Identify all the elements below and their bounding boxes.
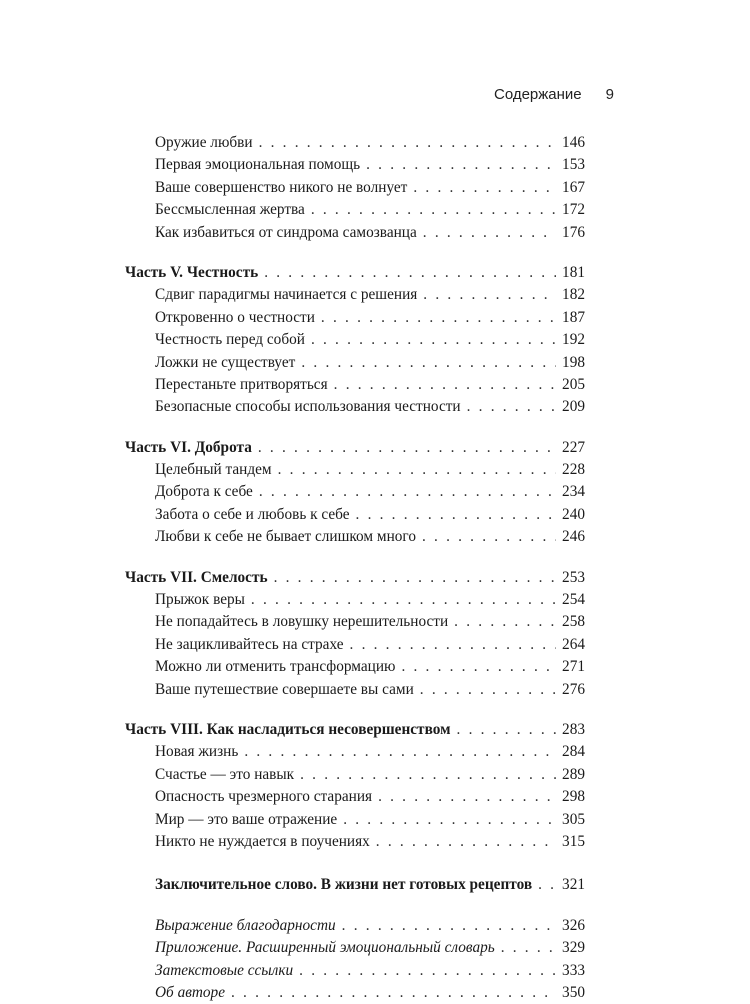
toc-entry-page: 228	[562, 461, 585, 479]
toc-entry[interactable]	[125, 741, 585, 763]
dot-leader	[343, 809, 556, 831]
dot-leader	[420, 679, 556, 701]
toc-part-heading[interactable]	[125, 567, 585, 589]
toc-entry[interactable]	[125, 459, 585, 481]
toc-part-page: 283	[562, 720, 585, 738]
toc-part-page: 253	[562, 568, 585, 586]
toc-entry-title: Любви к себе не бывает слишком много	[155, 528, 416, 546]
toc-entry-page: 289	[562, 765, 585, 783]
toc-part-title: Часть V. Честность	[125, 263, 259, 281]
toc-entry[interactable]	[125, 831, 585, 853]
toc-back-entry-title: Об авторе	[155, 983, 225, 1001]
dot-leader	[264, 262, 556, 284]
toc-entry-page: 305	[562, 810, 585, 828]
dot-leader	[259, 132, 556, 154]
toc-top-section	[125, 132, 585, 244]
toc-entry-page: 187	[562, 308, 585, 326]
toc-entry[interactable]	[125, 504, 585, 526]
dot-leader	[366, 154, 556, 176]
toc-part-title: Часть VIII. Как насладиться несовершенством	[125, 720, 451, 738]
toc-entry-title: Безопасные способы использования честности	[155, 398, 461, 416]
toc-entry[interactable]	[125, 199, 585, 221]
dot-leader	[422, 526, 556, 548]
toc-entry[interactable]	[125, 481, 585, 503]
toc-conclusion-page: 321	[562, 876, 585, 894]
toc-entry[interactable]	[125, 307, 585, 329]
toc-part-6	[125, 437, 585, 549]
dot-leader	[274, 567, 556, 589]
toc-entry-title: Как избавиться от синдрома самозванца	[155, 223, 417, 241]
toc-entry[interactable]	[125, 679, 585, 701]
toc-entry-page: 172	[562, 201, 585, 219]
toc-part-page: 181	[562, 263, 585, 281]
toc-entry-title: Первая эмоциональная помощь	[155, 156, 361, 174]
toc-entry[interactable]	[125, 177, 585, 199]
dot-leader	[413, 177, 556, 199]
toc-entry-title: Оружие любви	[155, 134, 253, 151]
toc-entry-page: 153	[562, 156, 585, 174]
dot-leader	[401, 656, 556, 678]
toc-back-entry-title: Затекстовые ссылки	[155, 961, 294, 979]
toc-part-5	[125, 262, 585, 419]
toc-entry-page: 167	[562, 178, 585, 196]
running-head-title: Содержание	[493, 86, 582, 103]
dot-leader	[538, 874, 556, 896]
dot-leader	[251, 589, 556, 611]
dot-leader	[334, 374, 556, 396]
toc-entry[interactable]	[125, 374, 585, 396]
toc-entry-title: Забота о себе и любовь к себе	[155, 505, 350, 523]
toc-entry-title: Целебный тандем	[155, 461, 272, 479]
toc-entry-title: Не попадайтесь в ловушку нерешительности	[155, 613, 449, 631]
toc-entry[interactable]	[125, 329, 585, 351]
toc-back-entry[interactable]	[125, 960, 585, 982]
toc-entry-title: Ваше путешествие совершаете вы сами	[155, 680, 414, 698]
toc-part-heading[interactable]	[125, 719, 585, 741]
dot-leader	[311, 199, 556, 221]
dot-leader	[300, 764, 556, 786]
toc-entry-page: 198	[562, 353, 585, 371]
toc-entry[interactable]	[125, 786, 585, 808]
toc-back-matter	[125, 915, 585, 1004]
toc-part-7	[125, 567, 585, 701]
dot-leader	[321, 307, 556, 329]
toc-entry[interactable]	[125, 809, 585, 831]
dot-leader	[342, 915, 556, 937]
toc-entry-title: Честность перед собой	[155, 331, 305, 349]
toc-back-entry-page: 350	[562, 983, 585, 1001]
dot-leader	[311, 329, 556, 351]
toc-entry-title: Бессмысленная жертва	[155, 201, 305, 219]
dot-leader	[356, 504, 557, 526]
dot-leader	[457, 719, 557, 741]
toc-conclusion	[125, 874, 585, 896]
toc-entry-page: 276	[562, 680, 585, 698]
toc-entry-title: Никто не нуждается в поучениях	[155, 832, 370, 850]
toc-entry-title: Ложки не существует	[155, 353, 296, 371]
dot-leader	[258, 437, 556, 459]
toc-entry[interactable]	[125, 352, 585, 374]
toc-entry[interactable]	[125, 611, 585, 633]
toc-entry-title: Сдвиг парадигмы начинается с решения	[155, 286, 418, 304]
toc-entry-page: 209	[562, 398, 585, 416]
toc-back-entry[interactable]	[125, 937, 585, 959]
toc-back-entry[interactable]	[125, 915, 585, 937]
toc-entry[interactable]	[125, 526, 585, 548]
toc-entry-page: 298	[562, 788, 585, 806]
dot-leader	[278, 459, 556, 481]
toc-back-entry-page: 329	[562, 939, 585, 957]
toc-entry-page: 176	[562, 223, 585, 241]
toc-entry-title: Опасность чрезмерного старания	[155, 788, 373, 806]
toc-entry-page: 182	[562, 286, 585, 304]
toc-entry[interactable]	[125, 132, 585, 154]
dot-leader	[299, 960, 556, 982]
toc-entry-page: 258	[562, 613, 585, 631]
toc-back-entry-page: 326	[562, 916, 585, 934]
toc-part-page: 227	[562, 438, 585, 456]
toc-entry-title: Счастье — это навык	[155, 765, 295, 783]
toc-entry-page: 146	[562, 134, 585, 151]
dot-leader	[259, 481, 556, 503]
toc-entry-title: Можно ли отменить трансформацию	[155, 658, 396, 676]
toc-entry[interactable]	[125, 764, 585, 786]
dot-leader	[231, 982, 556, 1004]
toc-entry-title: Мир — это ваше отражение	[155, 810, 338, 828]
dot-leader	[244, 741, 556, 763]
dot-leader	[301, 352, 556, 374]
dot-leader	[423, 284, 556, 306]
toc-entry-page: 192	[562, 331, 585, 349]
toc-entry-page: 205	[562, 375, 585, 393]
table-of-contents	[125, 132, 585, 1004]
toc-entry-page: 315	[562, 832, 585, 850]
toc-entry[interactable]	[125, 154, 585, 176]
toc-entry[interactable]	[125, 589, 585, 611]
toc-part-heading[interactable]	[125, 262, 585, 284]
toc-entry-title: Доброта к себе	[155, 483, 253, 501]
toc-back-entry[interactable]	[125, 982, 585, 1004]
toc-part-title: Часть VI. Доброта	[125, 438, 252, 456]
toc-conclusion-entry[interactable]	[125, 874, 585, 896]
dot-leader	[378, 786, 556, 808]
dot-leader	[501, 937, 556, 959]
toc-entry-page: 284	[562, 743, 585, 761]
toc-entry-title: Не зацикливайтесь на страхе	[155, 635, 344, 653]
toc-entry-page: 254	[562, 591, 585, 609]
dot-leader	[423, 222, 556, 244]
running-head-page-number: 9	[605, 86, 614, 103]
toc-entry[interactable]	[125, 396, 585, 418]
toc-entry-page: 234	[562, 483, 585, 501]
toc-entry[interactable]	[125, 634, 585, 656]
toc-back-entry-title: Приложение. Расширенный эмоциональный словарь	[155, 939, 495, 957]
running-head	[494, 86, 614, 103]
toc-entry[interactable]	[125, 222, 585, 244]
toc-entry-title: Откровенно о честности	[155, 308, 315, 326]
toc-back-entry-title: Выражение благодарности	[155, 916, 336, 934]
toc-entry-page: 271	[562, 658, 585, 676]
toc-entry-title: Ваше совершенство никого не волнует	[155, 178, 408, 196]
dot-leader	[467, 396, 556, 418]
toc-part-8	[125, 719, 585, 853]
toc-entry-title: Прыжок веры	[155, 591, 245, 609]
dot-leader	[376, 831, 556, 853]
toc-entry-page: 264	[562, 635, 585, 653]
toc-back-entry-page: 333	[562, 961, 585, 979]
toc-entry-page: 246	[562, 528, 585, 546]
toc-conclusion-title: Заключительное слово. В жизни нет готовых рецептов	[155, 876, 533, 894]
dot-leader	[454, 611, 556, 633]
toc-entry-title: Новая жизнь	[155, 743, 239, 761]
dot-leader	[350, 634, 557, 656]
toc-entry[interactable]	[125, 656, 585, 678]
toc-entry[interactable]	[125, 284, 585, 306]
toc-entry-title: Перестаньте притворяться	[155, 375, 328, 393]
toc-part-heading[interactable]	[125, 437, 585, 459]
toc-entry-page: 240	[562, 505, 585, 523]
toc-part-title: Часть VII. Смелость	[125, 568, 268, 586]
